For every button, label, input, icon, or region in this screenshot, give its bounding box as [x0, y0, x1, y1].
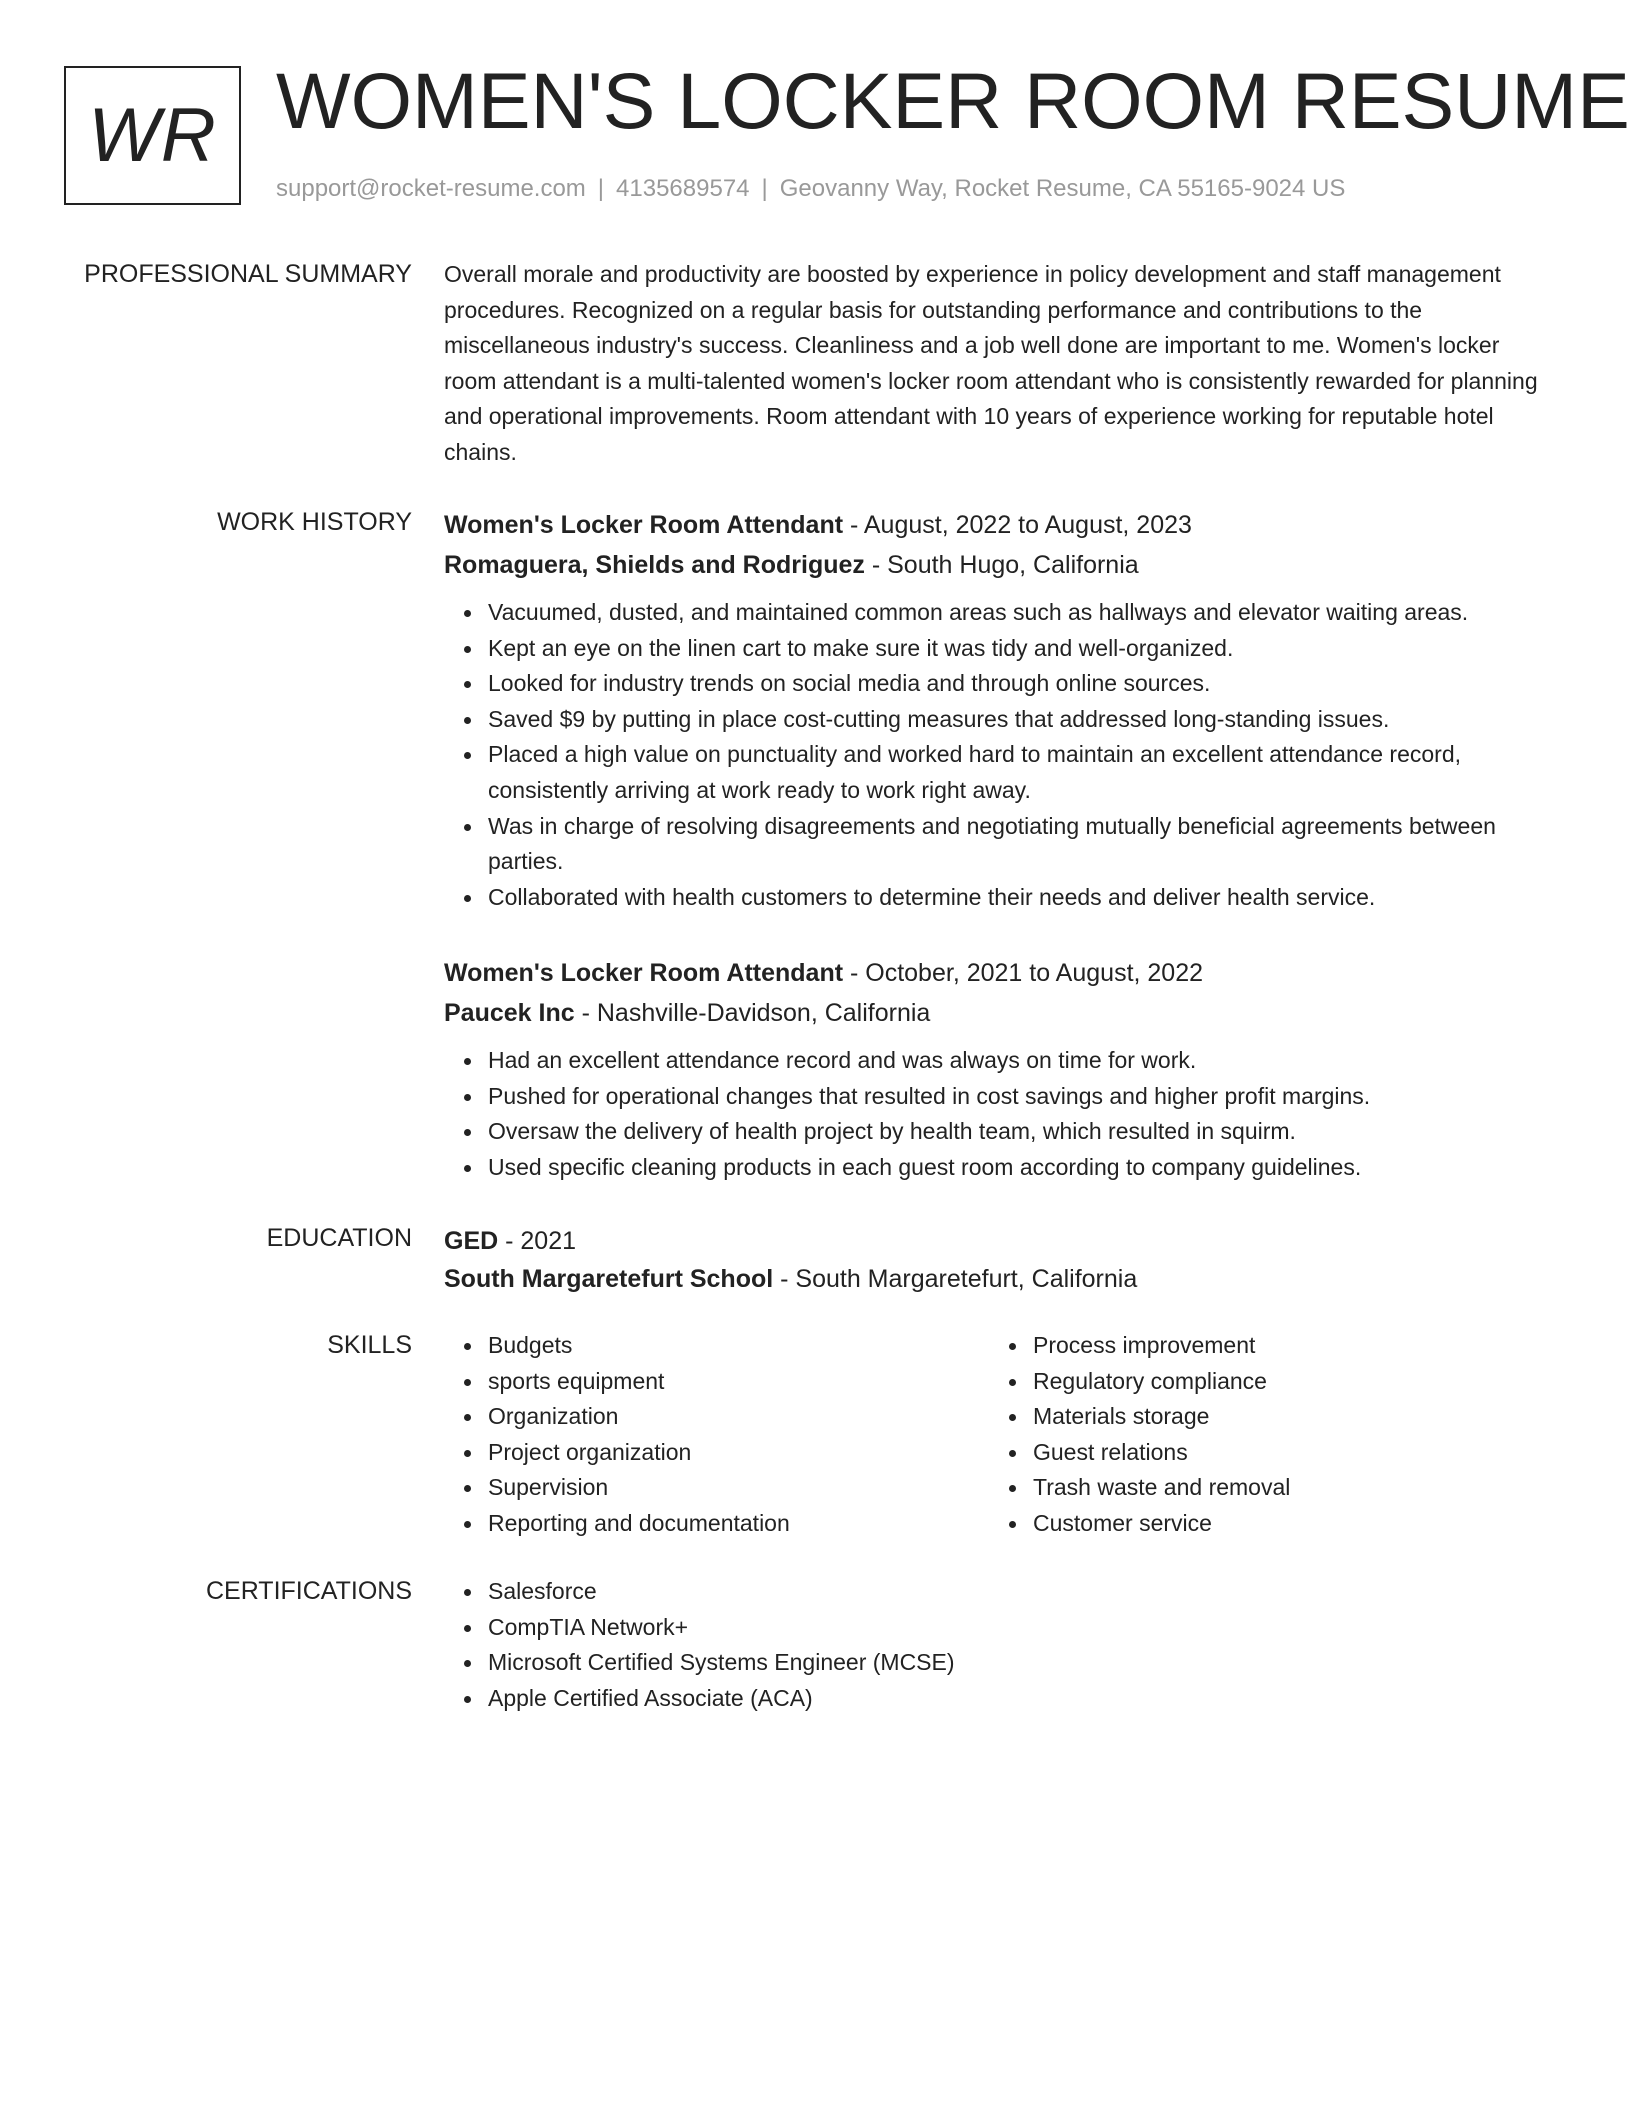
certifications-list	[444, 1574, 1544, 1716]
job-bullet-list	[444, 595, 1544, 915]
job-bullet: Vacuumed, dusted, and maintained common areas such as hallways and elevator waiting areas.	[488, 595, 1544, 631]
job-bullet: Saved $9 by putting in place cost-cutting measures that addressed long-standing issues.	[488, 702, 1544, 738]
skill-item: Process improvement	[1033, 1328, 1534, 1364]
job-entry	[444, 505, 1544, 915]
contact-phone: 4135689574	[616, 175, 750, 202]
summary-text: Overall morale and productivity are boosted by experience in policy development and staff management procedures. Recognized on a regular basis for outstanding performance and contributions to the miscellaneous industry's success. Cleanliness and a job well done are important to me. Women's locker room attendant is a multi-talented women's locker room attendant who is consistently rewarded for planning and operational improvements. Room attendant with 10 years of experience working for reputable hotel chains.	[444, 261, 1538, 465]
job-bullet: Kept an eye on the linen cart to make sure it was tidy and well-organized.	[488, 631, 1544, 667]
skill-item: Trash waste and removal	[1033, 1470, 1534, 1506]
job-bullet: Had an excellent attendance record and was always on time for work.	[488, 1043, 1544, 1079]
job-bullet: Collaborated with health customers to determine their needs and deliver health service.	[488, 880, 1544, 916]
certification-item: Salesforce	[488, 1574, 1544, 1610]
job-bullet: Was in charge of resolving disagreements and negotiating mutually beneficial agreements between parties.	[488, 809, 1544, 880]
job-location: - Nashville-Davidson, California	[574, 999, 931, 1027]
skill-item: Project organization	[488, 1435, 989, 1471]
job-title-line	[444, 505, 1544, 545]
education-year: - 2021	[498, 1227, 577, 1255]
work-history-body	[444, 505, 1544, 915]
section-label-certifications: CERTIFICATIONS	[205, 1577, 412, 1605]
job-bullet: Looked for industry trends on social media and through online sources.	[488, 666, 1544, 702]
job-bullet: Used specific cleaning products in each guest room according to company guidelines.	[488, 1150, 1544, 1186]
monogram-badge: WR	[64, 66, 241, 205]
skill-item: Organization	[488, 1399, 989, 1435]
certifications-body	[444, 1574, 1544, 1716]
skills-body	[444, 1328, 1544, 1542]
job-bullet: Oversaw the delivery of health project by health team, which resulted in squirm.	[488, 1114, 1544, 1150]
certification-item: CompTIA Network+	[488, 1610, 1544, 1646]
section-label-education: EDUCATION	[266, 1224, 412, 1252]
skills-list	[444, 1328, 989, 1542]
education-body	[444, 1221, 1544, 1299]
summary-body	[444, 257, 1544, 471]
skill-item: Materials storage	[1033, 1399, 1534, 1435]
contact-address: Geovanny Way, Rocket Resume, CA 55165-9024 US	[779, 175, 1346, 202]
education-school: South Margaretefurt School	[444, 1265, 774, 1293]
certification-item: Microsoft Certified Systems Engineer (MCSE)	[488, 1645, 1544, 1681]
section-label-work-history: WORK HISTORY	[217, 508, 412, 536]
job-company: Paucek Inc	[444, 999, 575, 1027]
contact-separator: |	[597, 175, 605, 202]
section-label-skills: SKILLS	[327, 1331, 412, 1359]
certification-item: Apple Certified Associate (ACA)	[488, 1681, 1544, 1717]
skills-column-right	[989, 1328, 1534, 1542]
skill-item: Supervision	[488, 1470, 989, 1506]
job-title: Women's Locker Room Attendant	[444, 511, 844, 539]
job-dates: - August, 2022 to August, 2023	[843, 511, 1192, 539]
job-location: - South Hugo, California	[864, 551, 1139, 579]
skill-item: Reporting and documentation	[488, 1506, 989, 1542]
job-bullet: Pushed for operational changes that resulted in cost savings and higher profit margins.	[488, 1079, 1544, 1115]
skill-item: Regulatory compliance	[1033, 1364, 1534, 1400]
job-dates: - October, 2021 to August, 2022	[843, 959, 1204, 987]
work-history-body-2	[444, 953, 1544, 1185]
skills-column-left	[444, 1328, 989, 1542]
education-school-line	[444, 1259, 1544, 1299]
job-company-line	[444, 545, 1544, 585]
contact-email: support@rocket-resume.com	[276, 175, 586, 202]
job-entry	[444, 953, 1544, 1185]
job-company: Romaguera, Shields and Rodriguez	[444, 551, 865, 579]
job-title-line	[444, 953, 1544, 993]
skill-item: Customer service	[1033, 1506, 1534, 1542]
skill-item: Guest relations	[1033, 1435, 1534, 1471]
job-bullet-list	[444, 1043, 1544, 1185]
job-bullet: Placed a high value on punctuality and worked hard to maintain an excellent attendance record, consistently arriving at work ready to work right away.	[488, 737, 1544, 808]
education-location: - South Margaretefurt, California	[773, 1265, 1138, 1293]
contact-separator: |	[761, 175, 768, 202]
section-label-summary: PROFESSIONAL SUMMARY	[84, 260, 412, 288]
education-degree: GED	[444, 1227, 499, 1255]
skill-item: sports equipment	[488, 1364, 989, 1400]
education-degree-line	[444, 1221, 1544, 1261]
job-company-line	[444, 993, 1544, 1033]
resume-title: WOMEN'S LOCKER ROOM RESUME	[276, 56, 1630, 145]
job-title: Women's Locker Room Attendant	[444, 959, 844, 987]
contact-line	[276, 174, 1345, 204]
skills-list	[989, 1328, 1534, 1542]
skill-item: Budgets	[488, 1328, 989, 1364]
